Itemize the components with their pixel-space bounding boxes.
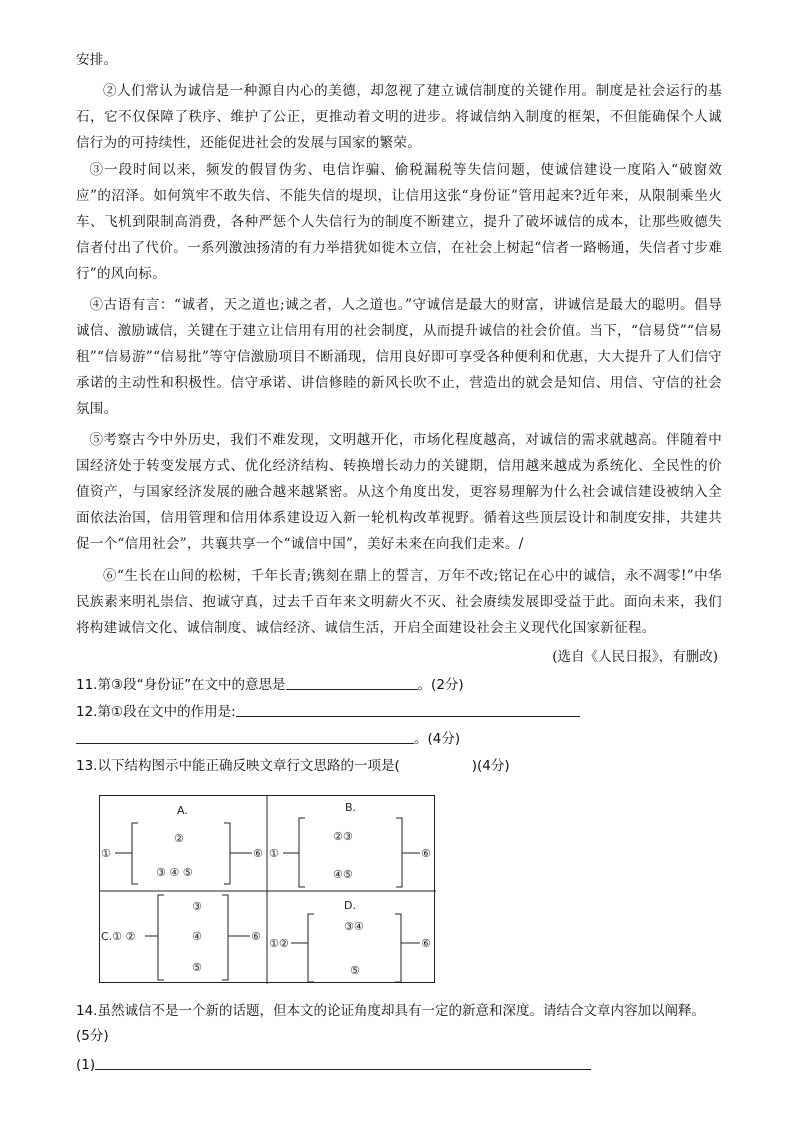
question-14-item-1-label: (1) [76,1057,96,1073]
option-d-top: ③④ [344,920,364,933]
option-c-bottom: ⑤ [192,961,202,974]
question-12-line2 [76,728,460,750]
question-12-text: 12.第①段在文中的作用是: [76,704,236,720]
option-b-left: ① [269,847,279,860]
paragraph-4: ④古语有言：“诚者，天之道也;诚之者，人之道也。”守诚信是最大的财富，讲诚信是最大的聪明。倡导诚信、激励诚信，关键在于建立让信用有用的社会制度，从而提升诚信的社会价值。当下，“信易贷”“信易租”“信易游”“信易批”等守信激励项目不断涌现，信用良好即可享受各种便利和优惠，大大提升了人们信守承诺的主动性和积极性。信守承诺、讲信修睦的新风长吹不止，营造出的就会是知信、用信、守信的社会氛围。 [76,297,722,417]
option-a-left: ① [101,847,111,860]
paragraph-1-tail: 安排。 [76,52,118,68]
option-a-label: A. [177,804,188,817]
option-c-right: ⑥ [251,930,261,943]
question-13-text: 13.以下结构图示中能正确反映文章行文思路的一项是( [76,758,400,774]
paragraph-5: ⑤考察古今中外历史，我们不难发现，文明越开化，市场化程度越高，对诚信的需求就越高。伴随着中国经济处于转变发展方式、优化经济结构、转换增长动力的关键期，信用越来越成为系统化、全民性的价值资产，与国家经济发展的融合越来越紧密。从这个角度出发，更容易理解为什么社会诚信建设被纳入全面依法治国，信用管理和信用体系建设迈入新一轮机构改革视野。循着这些顶层设计和制度安排，共建共促一个“信用社会”，共襄共享一个“诚信中国”，美好未来在向我们走来。/ [76,432,722,552]
option-c-label: C.① ② [101,930,136,943]
question-13 [76,755,510,777]
paragraph-6: ⑥“生长在山间的松树，千年长青;镌刻在鼎上的誓言，万年不改;铭记在心中的诚信，永不凋零!”中华民族素来明礼崇信、抱诚守真，过去千百年来文明薪火不灭、社会赓续发展即受益于此。面向未来，我们将构建诚信文化、诚信制度、诚信经济、诚信生活，开启全面建设社会主义现代化国家新征程。 [76,568,722,636]
option-c-middle: ④ [192,930,202,943]
question-14-score: (5分) [76,1028,109,1044]
answer-blank-14-1[interactable] [95,1055,591,1070]
paragraph-3: ③一段时间以来，频发的假冒伪劣、电信诈骗、偷税漏税等失信问题，使诚信建设一度陷入“破窗效应”的沼泽。如何筑牢不敢失信、不能失信的堤坝，让信用这张“身份证”管用起来?近年来，从限制乘坐火车、飞机到限制高消费，各种严惩个人失信行为的制度不断建立，提升了破坏诚信的成本，让那些败德失信者付出了代价。一系列激浊扬清的有力举措犹如徙木立信，在社会上树起“信者一路畅通，失信者寸步难行”的风向标。 [76,162,722,282]
option-b-diagram[interactable] [269,801,431,887]
answer-blank-11[interactable] [286,675,418,690]
option-a-bottom: ③ ④ ⑤ [156,866,193,879]
option-b-right: ⑥ [421,847,431,860]
paragraph-2: ②人们常认为诚信是一种源自内心的美德，却忽视了建立诚信制度的关键作用。制度是社会运行的基石，它不仅保障了秩序、维护了公正，更推动着文明的进步。将诚信纳入制度的框架，不但能确保个人诚信行为的可持续性，还能促进社会的发展与国家的繁荣。 [76,83,722,151]
question-12 [76,701,580,723]
question-14: 14.虽然诚信不是一个新的话题，但本文的论证角度却具有一定的新意和深度。请结合文章内容加以阐释。 [76,1003,705,1019]
option-c-diagram[interactable] [101,895,261,980]
option-c-top: ③ [192,900,202,913]
source-citation: (选自《人民日报》，有删改) [552,649,718,665]
option-d-diagram[interactable] [269,899,431,982]
option-a-right: ⑥ [253,847,263,860]
question-11 [76,674,464,696]
option-a-diagram[interactable] [101,804,263,884]
option-d-label: D. [344,899,356,912]
structure-diagrams [100,796,436,984]
option-d-right: ⑥ [421,937,431,950]
question-14-item-1 [76,1054,591,1076]
answer-blank-12b[interactable] [76,729,414,744]
question-12-score: 。(4分) [414,731,461,747]
structure-diagram-table [99,795,435,983]
option-b-bottom: ④⑤ [333,868,353,881]
question-13-score: )(4分) [471,758,510,774]
option-d-bottom: ⑤ [350,964,360,977]
option-b-label: B. [345,801,357,814]
option-d-left: ①② [269,937,289,950]
answer-blank-12a[interactable] [236,702,580,717]
option-b-top: ②③ [333,830,353,843]
question-11-text: 11.第③段“身份证”在文中的意思是 [76,677,286,693]
option-a-top: ② [174,832,184,845]
question-11-score: 。(2分) [417,677,464,693]
